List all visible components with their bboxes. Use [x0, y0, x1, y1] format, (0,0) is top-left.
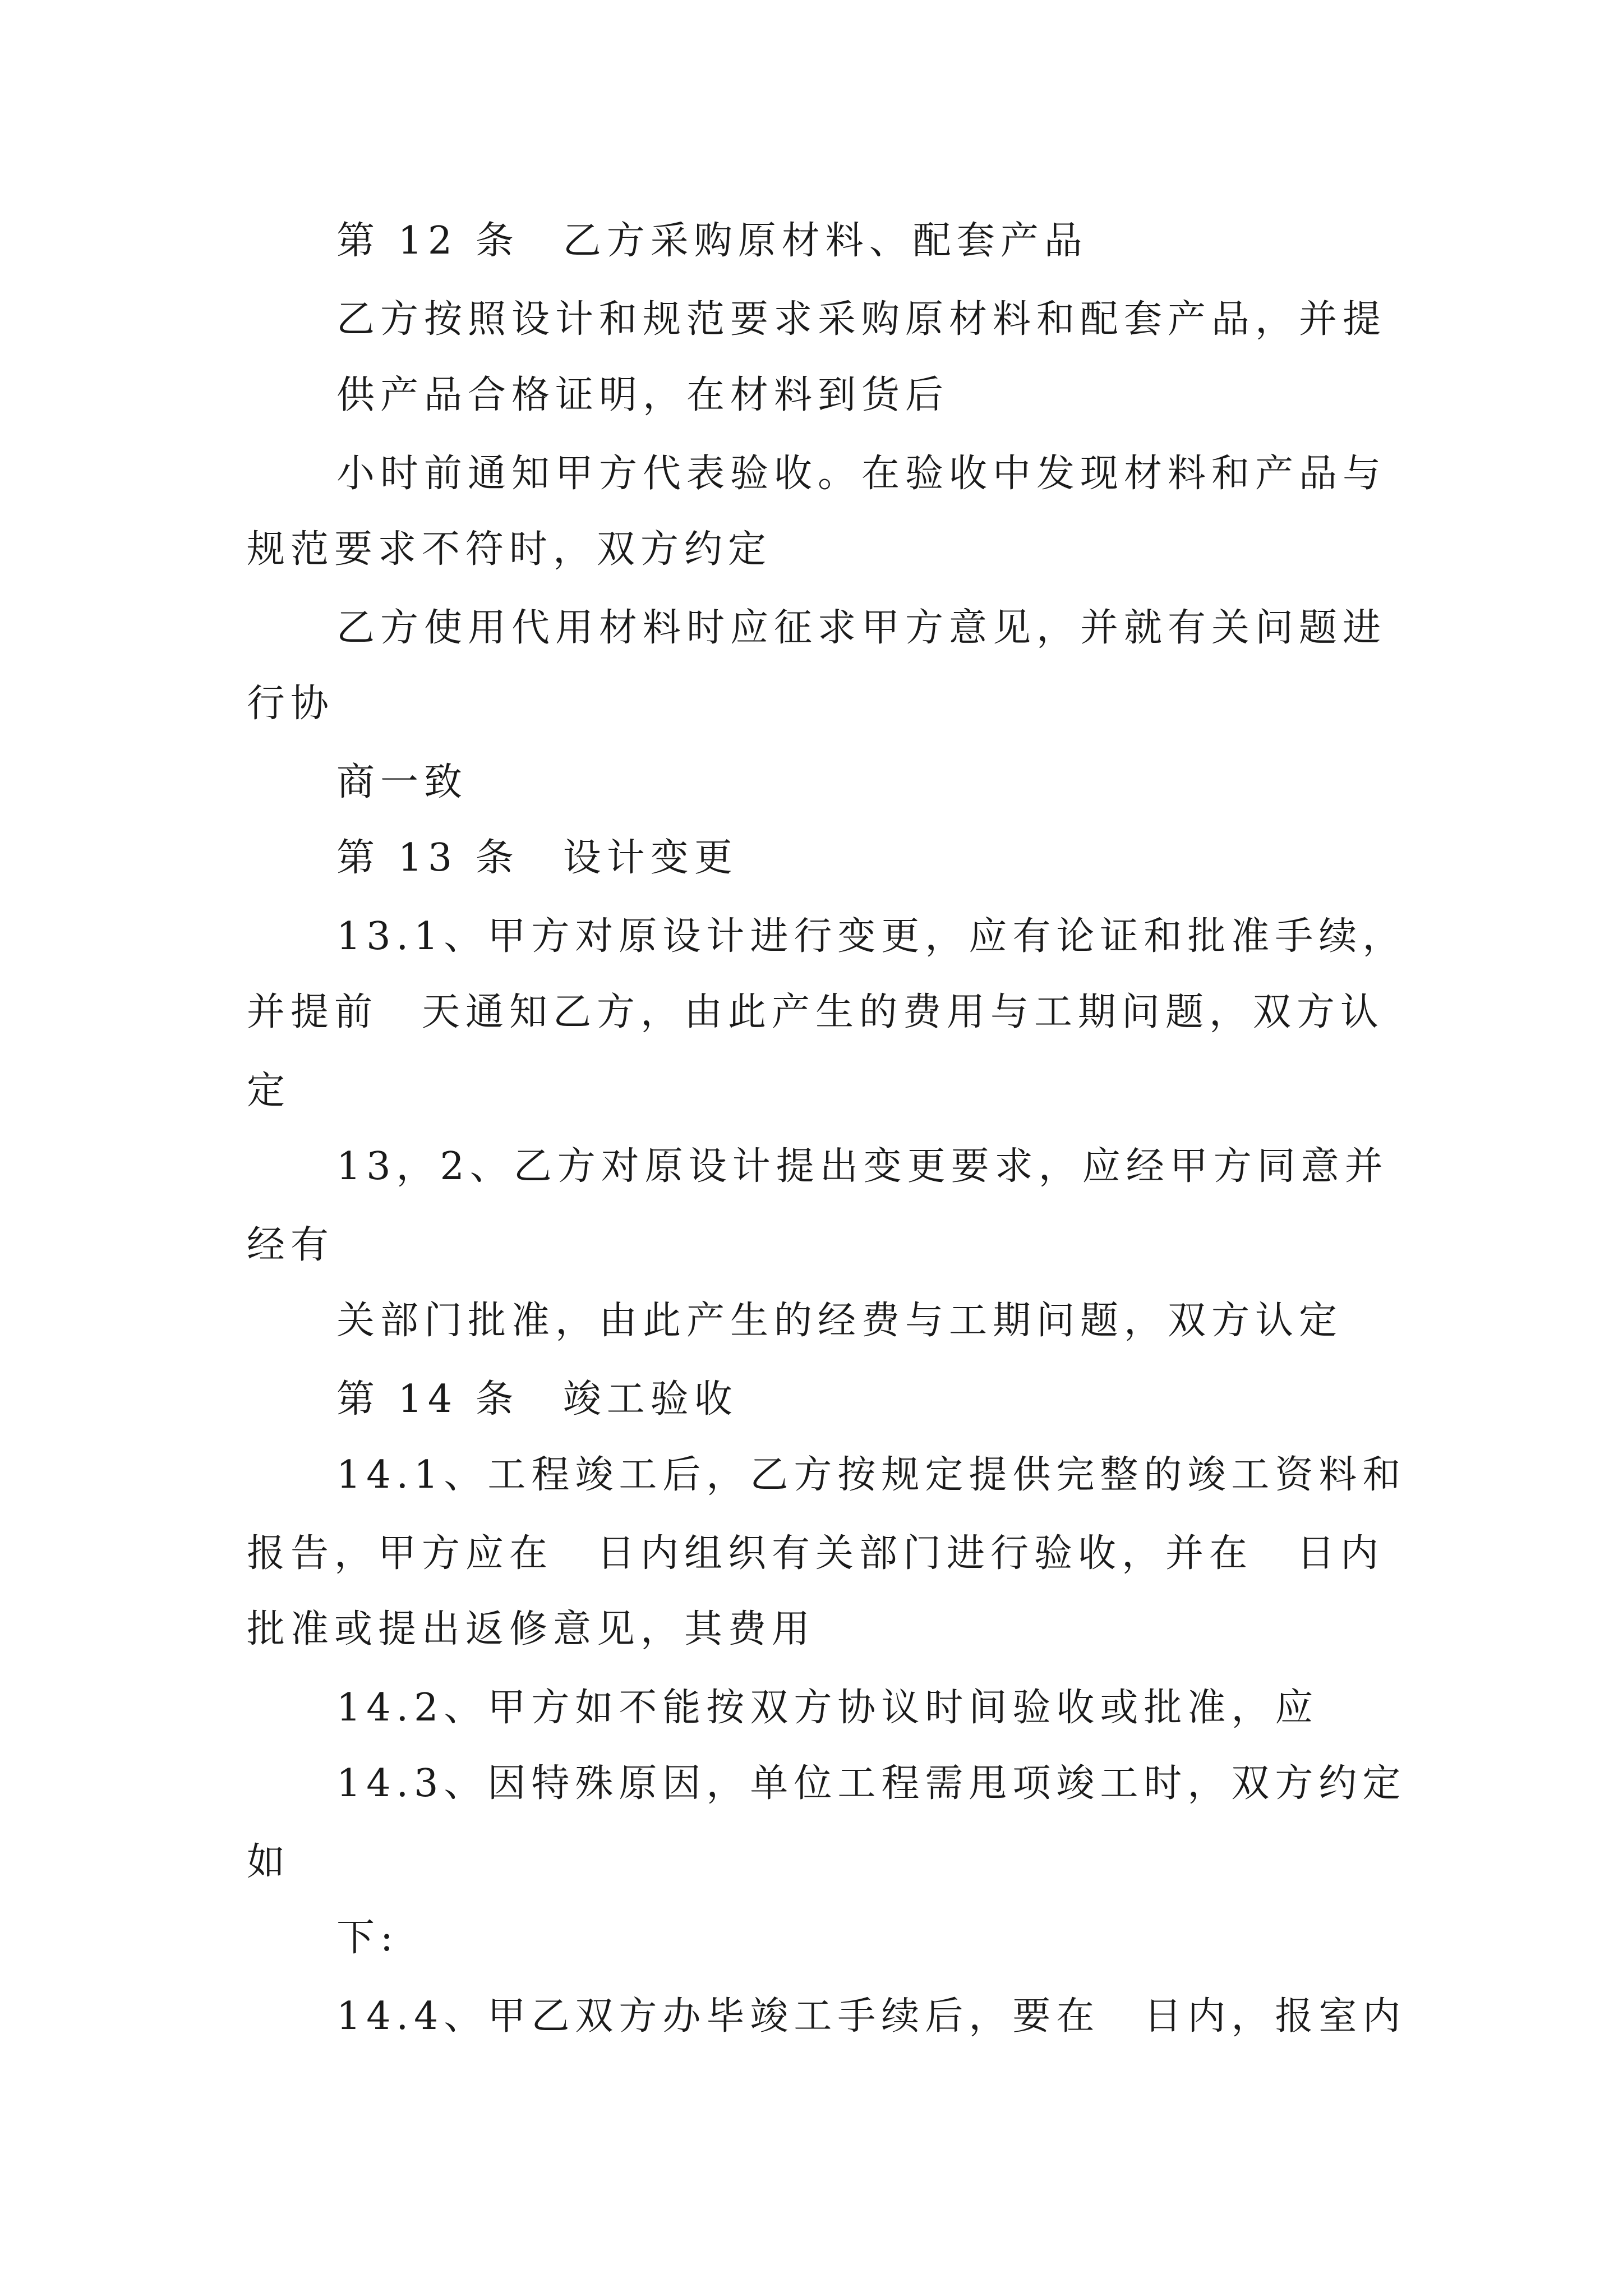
text-line: 13.1、甲方对原设计进行变更，应有论证和批准手续， — [336, 914, 1407, 959]
text-line: 行协 — [247, 682, 335, 726]
text-line: 经有 — [247, 1223, 335, 1267]
text-line: 小时前通知甲方代表验收。在验收中发现材料和产品与 — [336, 452, 1387, 496]
text-line: 供产品合格证明，在材料到货后 — [336, 373, 949, 417]
article-12-heading: 第 12 条 乙方采购原材料、配套产品 — [336, 219, 1088, 263]
text-line: 乙方使用代用材料时应征求甲方意见，并就有关问题进 — [336, 606, 1387, 650]
text-line: 并提前 天通知乙方，由此产生的费用与工期问题，双方认 — [247, 990, 1385, 1034]
text-line: 14.3、因特殊原因，单位工程需甩项竣工时，双方约定 — [336, 1761, 1407, 1806]
text-line: 批准或提出返修意见，其费用 — [247, 1607, 816, 1651]
text-line: 关部门批准，由此产生的经费与工期问题，双方认定 — [336, 1299, 1343, 1343]
text-line: 13，2、乙方对原设计提出变更要求，应经甲方同意并 — [336, 1144, 1389, 1189]
text-line: 14.4、甲乙双方办毕竣工手续后，要在 日内，报室内 — [336, 1994, 1407, 2039]
article-13-heading: 第 13 条 设计变更 — [336, 836, 738, 880]
text-line: 定 — [247, 1069, 291, 1113]
text-line: 报告，甲方应在 日内组织有关部门进行验收，并在 日内 — [247, 1531, 1385, 1576]
article-14-heading: 第 14 条 竣工验收 — [336, 1377, 738, 1421]
text-line: 下: — [336, 1916, 399, 1960]
text-line: 如 — [247, 1840, 291, 1884]
text-line: 规范要求不符时，双方约定 — [247, 527, 772, 572]
text-line: 14.2、甲方如不能按双方协议时间验收或批准，应 — [336, 1686, 1319, 1730]
text-line: 乙方按照设计和规范要求采购原材料和配套产品，并提 — [336, 297, 1387, 342]
text-line: 商一致 — [336, 760, 468, 804]
text-line: 14.1、工程竣工后，乙方按规定提供完整的竣工资料和 — [336, 1453, 1407, 1497]
